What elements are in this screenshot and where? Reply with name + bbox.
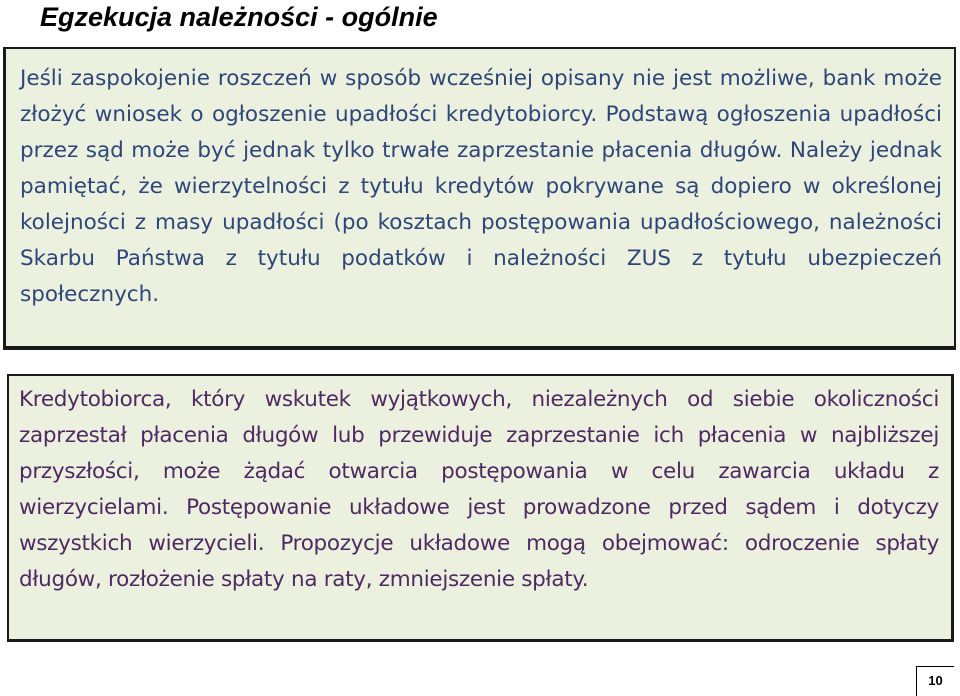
arrangement-paragraph: Kredytobiorca, który wskutek wyjątkowych, niezależnych od siebie okoliczności zaprzestał płacenia długów lub przewiduje zaprzestanie ich płacenia w najbliższej przyszłości, może żądać otwarcia postępowania w celu zawarcia układu z wierzycielami. Postępowanie układowe jest prowadzone przed sądem i dotyczy wszystkich wierzycieli. Propozycje układowe mogą obejmować: odroczenie spłaty długów, rozłożenie spłaty na raty, zmniejszenie spłaty.	[19, 387, 939, 592]
page-number: 10	[916, 666, 954, 696]
info-box-arrangement	[7, 374, 954, 642]
bankruptcy-paragraph: Jeśli zaspokojenie roszczeń w sposób wcześniej opisany nie jest możliwe, bank może złożyć wniosek o ogłoszenie upadłości kredytobiorcy. Podstawą ogłoszenia upadłości przez sąd może być jednak tylko trwałe zaprzestanie płacenia długów. Należy jednak pamiętać, że wierzytelności z tytułu kredytów pokrywane są dopiero w określonej kolejności z masy upadłości (po kosztach postępowania upadłościowego, należności Skarbu Państwa z tytułu podatków i należności ZUS z tytułu ubezpieczeń społecznych.	[20, 66, 942, 307]
info-box-bankruptcy	[3, 47, 956, 350]
slide-title: Egzekucja należności - ogólnie	[40, 2, 438, 32]
